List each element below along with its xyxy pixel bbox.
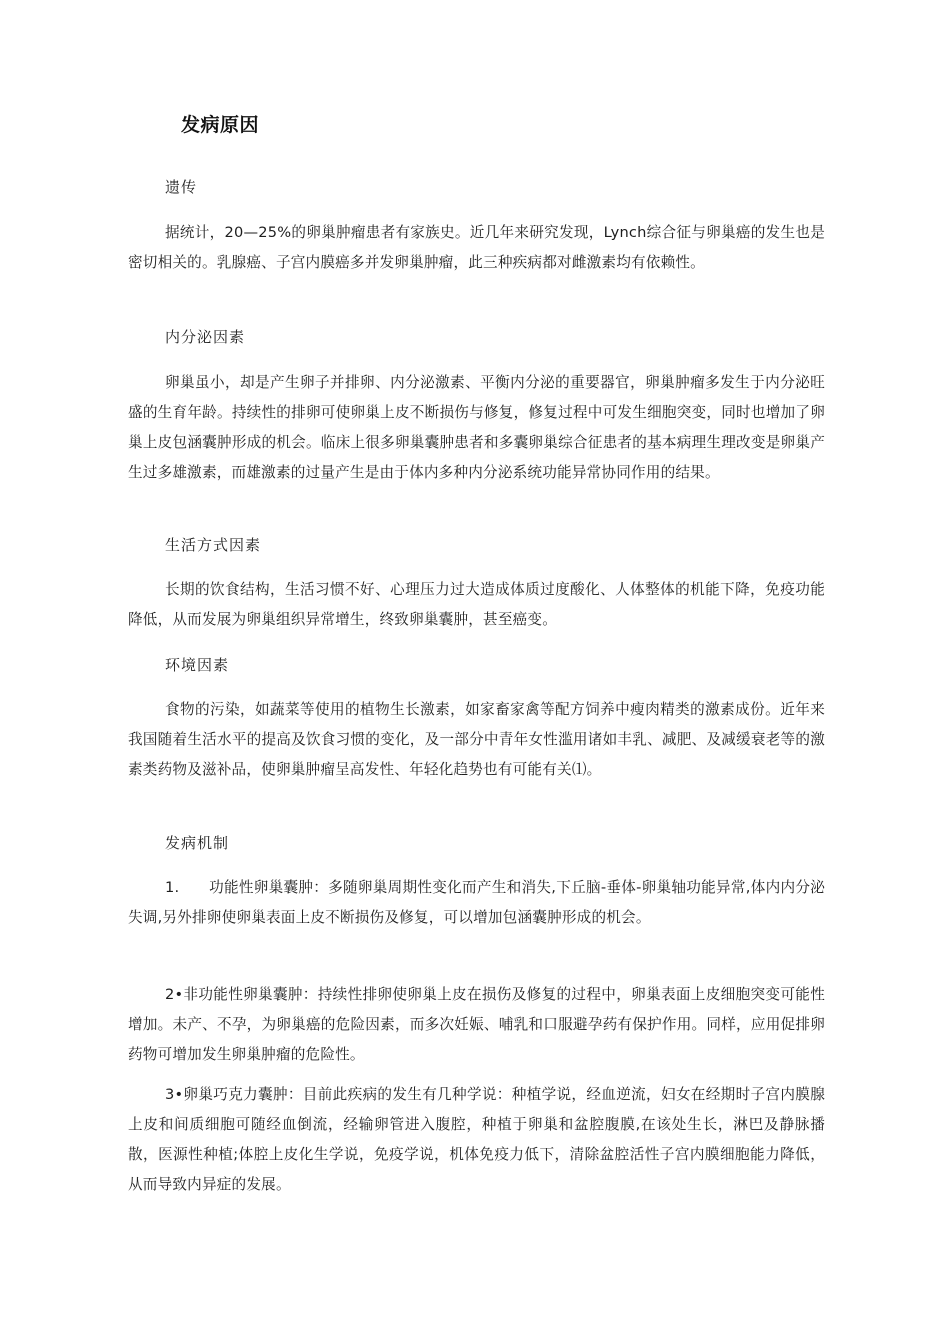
section-heading-pathogenesis: 发病机制 [165,834,230,852]
paragraph-nonfunctional-cyst: 2•非功能性卵巢囊肿：持续性排卵使卵巢上皮在损伤及修复的过程中，卵巢表面上皮细胞突变可能性增加。未产、不孕，为卵巢癌的危险因素，而多次妊娠、哺乳和口服避孕药有保护作用。同样，应用促排卵药物可增加发生卵巢肿瘤的危险性。 [128,986,825,1063]
paragraph-environment: 食物的污染，如蔬菜等使用的植物生长激素，如家畜家禽等配方饲养中瘦肉精类的激素成份。近年来我国随着生活水平的提高及饮食习惯的变化，及一部分中青年女性滥用诸如丰乳、减肥、及减缓衰老等的激素类药物及滋补品，使卵巢肿瘤呈高发性、年轻化趋势也有可能有关⑴。 [128,701,825,778]
paragraph-endocrine: 卵巢虽小，却是产生卵子并排卵、内分泌激素、平衡内分泌的重要器官，卵巢肿瘤多发生于内分泌旺盛的生育年龄。持续性的排卵可使卵巢上皮不断损伤与修复，修复过程中可发生细胞突变，同时也增加了卵巢上皮包涵囊肿形成的机会。临床上很多卵巢囊肿患者和多囊卵巢综合征患者的基本病理生理改变是卵巢产生过多雄激素，而雄激素的过量产生是由于体内多种内分泌系统功能异常协同作用的结果。 [128,374,825,481]
paragraph-lifestyle: 长期的饮食结构，生活习惯不好、心理压力过大造成体质过度酸化、人体整体的机能下降，免疫功能降低，从而发展为卵巢组织异常增生，终致卵巢囊肿，甚至癌变。 [128,581,825,628]
paragraph-heredity: 据统计，20—25%的卵巢肿瘤患者有家族史。近几年来研究发现，Lynch综合征与卵巢癌的发生也是密切相关的。乳腺癌、子宫内膜癌多并发卵巢肿瘤，此三种疾病都对雌激素均有依赖性。 [128,224,825,271]
section-heading-lifestyle: 生活方式因素 [165,536,262,554]
section-heading-endocrine: 内分泌因素 [165,328,246,346]
page-title: 发病原因 [181,114,260,136]
paragraph-functional-cyst: 1. 功能性卵巢囊肿：多随卵巢周期性变化而产生和消失,下丘脑-垂体-卵巢轴功能异常,体内内分泌失调,另外排卵使卵巢表面上皮不断损伤及修复，可以增加包涵囊肿形成的机会。 [128,879,825,926]
section-heading-environment: 环境因素 [165,656,230,674]
paragraph-chocolate-cyst: 3•卵巢巧克力囊肿：目前此疾病的发生有几种学说：种植学说，经血逆流，妇女在经期时子宫内膜腺上皮和间质细胞可随经血倒流，经输卵管进入腹腔，种植于卵巢和盆腔腹膜,在该处生长，淋巴及静脉播散，医源性种植;体腔上皮化生学说，免疫学说，机体免疫力低下，清除盆腔活性子宫内膜细胞能力降低，从而导致内异症的发展。 [128,1086,825,1193]
section-heading-heredity: 遗传 [165,178,198,196]
